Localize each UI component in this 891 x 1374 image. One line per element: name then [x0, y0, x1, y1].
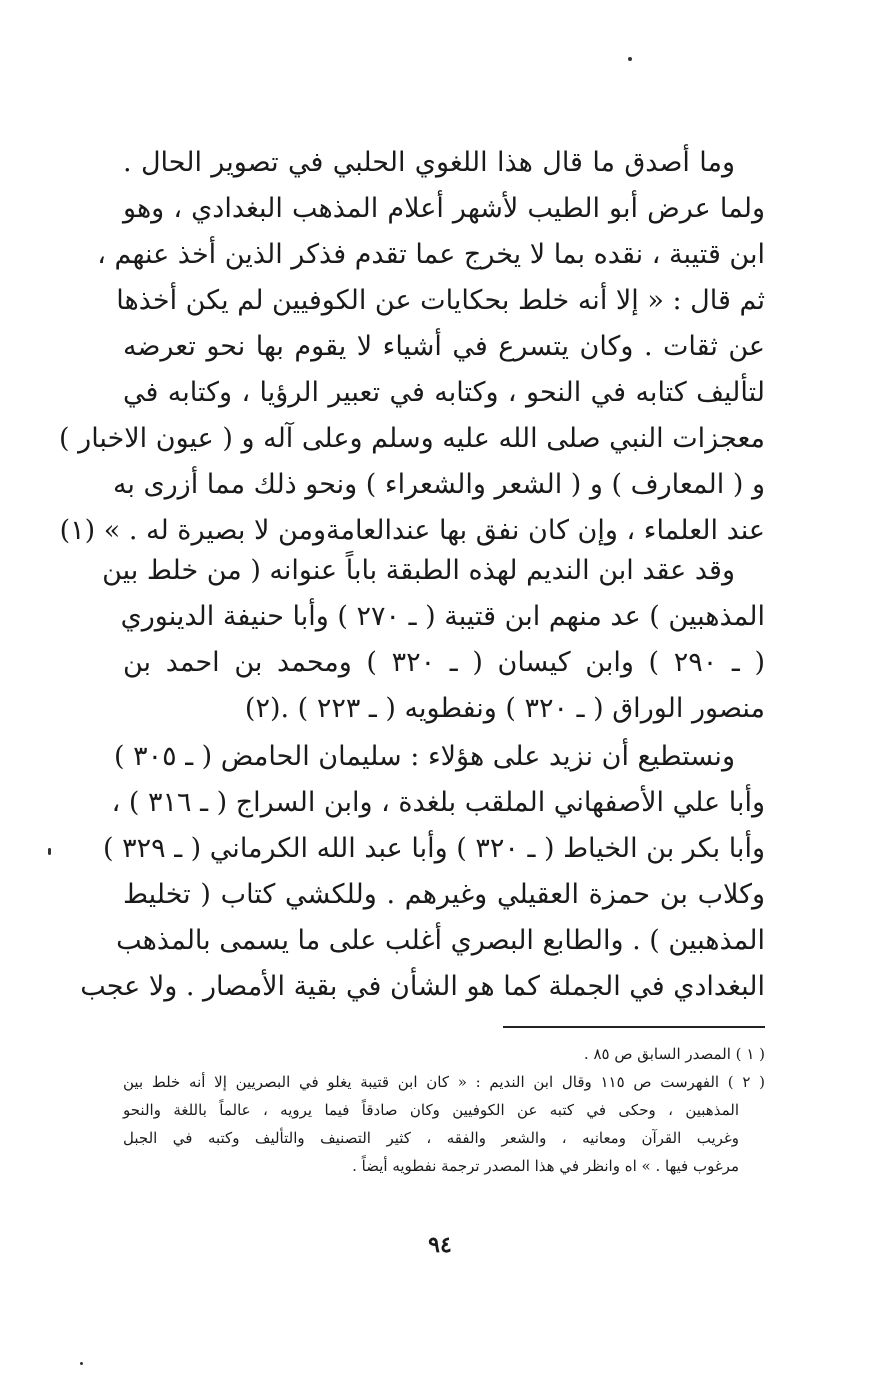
speck-mark [628, 57, 632, 61]
footnote-1: ( ١ ) المصدر السابق ص ٨٥ . [583, 1045, 765, 1063]
text-line: المذهبين ) . والطابع البصري أغلب على ما يسمى بالمذهب [116, 925, 765, 956]
footnote-2-continued: وغريب القرآن ومعانيه ، والشعر والفقه ، كثير التصنيف والتأليف وكتبه في الجبل [123, 1129, 739, 1147]
footnote-2-continued: مرغوب فيها . » اه وانظر في هذا المصدر ترجمة نفطويه أيضاً . [352, 1157, 739, 1175]
text-line: و ( المعارف ) و ( الشعر والشعراء ) ونحو ذلك مما أزرى به [112, 469, 765, 500]
text-line: البغدادي في الجملة كما هو الشأن في بقية الأمصار . ولا عجب [80, 971, 765, 1002]
text-line: عن ثقات . وكان يتسرع في أشياء لا يقوم بها نحو تعرضه [123, 331, 765, 362]
page-number: ٩٤ [428, 1232, 452, 1258]
paragraph-3 [80, 734, 765, 1010]
speck-mark [48, 848, 51, 855]
text-line: وكلاب بن حمزة العقيلي وغيرهم . وللكشي كتاب ( تخليط [123, 879, 765, 910]
text-line: عند العلماء ، وإن كان نفق بها عندالعامةومن لا بصيرة له . » (١) [59, 515, 765, 546]
text-line: وأبا بكر بن الخياط ( ـ ٣٢٠ ) وأبا عبد الله الكرماني ( ـ ٣٢٩ ) [102, 833, 765, 864]
footnote-2-continued: المذهبين ، وحكى في كتبه عن الكوفيين وكان صادقاً فيما يرويه ، عالماً باللغة والنحو [123, 1101, 739, 1119]
footnotes [123, 1040, 765, 1180]
paragraph-2 [102, 548, 765, 732]
text-line: وأبا علي الأصفهاني الملقب بلغدة ، وابن السراج ( ـ ٣١٦ ) ، [111, 787, 765, 818]
footnote-2: ( ٢ ) الفهرست ص ١١٥ وقال ابن النديم : « كان ابن قتيبة يغلو في البصريين إلا أنه خلط بين [123, 1073, 765, 1091]
paragraph-1 [59, 140, 765, 554]
text-line: ولما عرض أبو الطيب لأشهر أعلام المذهب البغدادي ، وهو [123, 193, 765, 224]
text-line: منصور الوراق ( ـ ٣٢٠ ) ونفطويه ( ـ ٢٢٣ ) .(٢) [244, 693, 765, 724]
text-line: وما أصدق ما قال هذا اللغوي الحلبي في تصوير الحال . [123, 147, 735, 178]
text-line: ثم قال : « إلا أنه خلط بحكايات عن الكوفيين لم يكن أخذها [116, 285, 765, 316]
speck-mark [80, 1362, 83, 1365]
text-line: وقد عقد ابن النديم لهذه الطبقة باباً عنوانه ( من خلط بين [102, 555, 735, 586]
text-line: معجزات النبي صلى الله عليه وسلم وعلى آله و ( عيون الاخبار ) [59, 423, 765, 454]
text-line: المذهبين ) عد منهم ابن قتيبة ( ـ ٢٧٠ ) وأبا حنيفة الدينوري [120, 601, 765, 632]
text-line: ( ـ ٢٩٠ ) وابن كيسان ( ـ ٣٢٠ ) ومحمد بن احمد بن [123, 647, 765, 678]
text-line: ابن قتيبة ، نقده بما لا يخرج عما تقدم فذكر الذين أخذ عنهم ، [97, 239, 765, 270]
footnote-separator [503, 1026, 765, 1028]
text-line: ونستطيع أن نزيد على هؤلاء : سليمان الحامض ( ـ ٣٠٥ ) [113, 741, 735, 772]
text-line: لتأليف كتابه في النحو ، وكتابه في تعبير الرؤيا ، وكتابه في [123, 377, 765, 408]
